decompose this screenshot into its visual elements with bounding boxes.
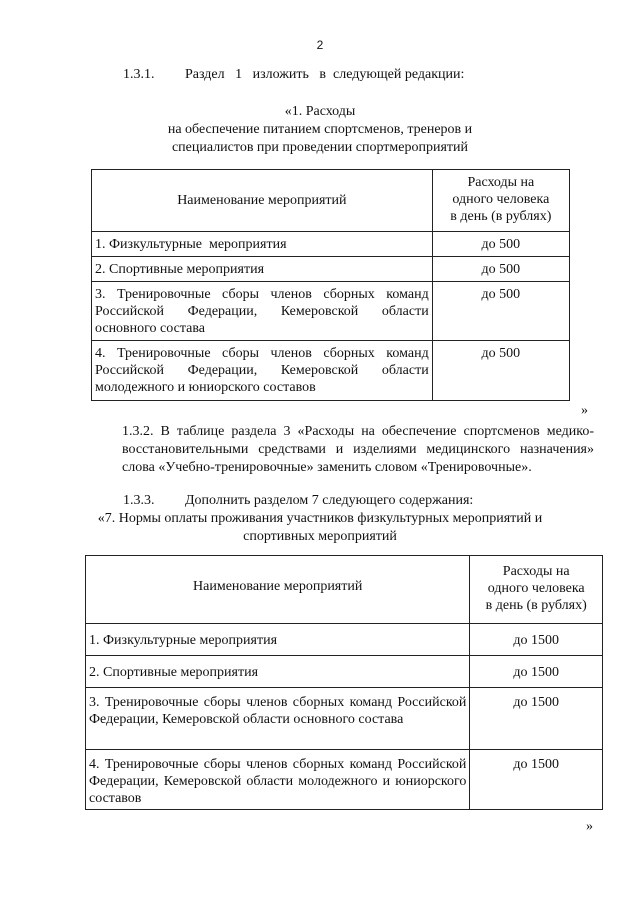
table-header-row xyxy=(92,170,570,232)
row-name: 3. Тренировочные сборы членов сборных команд Российской Федерации, Кемеровской области основного состава xyxy=(92,282,433,341)
row-cost: до 500 xyxy=(432,232,569,257)
row-name: 2. Спортивные мероприятия xyxy=(86,656,470,688)
table-row xyxy=(86,750,603,810)
header-cost-line: одного человека xyxy=(452,192,550,207)
item-number: 1.3.1. xyxy=(123,67,155,82)
section1-title-line: на обеспечение питанием спортсменов, тренеров и xyxy=(167,122,473,137)
header-cost-line: Расходы на xyxy=(467,175,535,190)
row-cost: до 500 xyxy=(432,257,569,282)
table-row xyxy=(92,232,570,257)
header-cost-line: в день (в рублях) xyxy=(485,598,587,613)
row-name: 4. Тренировочные сборы членов сборных команд Российской Федерации, Кемеровской области молодежного и юниорского составов xyxy=(86,750,470,810)
table-header-row xyxy=(86,556,603,624)
header-cost-line: одного человека xyxy=(487,581,585,596)
item-number: 1.3.3. xyxy=(123,493,155,508)
accommodation-expenses-table xyxy=(85,555,603,810)
header-cost xyxy=(432,170,569,232)
row-cost: до 1500 xyxy=(470,688,603,750)
header-name: Наименование мероприятий xyxy=(86,556,470,624)
row-name: 1. Физкультурные мероприятия xyxy=(92,232,433,257)
section1-title xyxy=(0,103,640,157)
meal-expenses-table xyxy=(91,169,570,401)
item-1-3-2 xyxy=(92,423,594,477)
row-cost: до 1500 xyxy=(470,750,603,810)
section1-title-line: специалистов при проведении спортмероприятий xyxy=(171,140,469,155)
row-cost: до 500 xyxy=(432,341,569,401)
item-text: Раздел 1 изложить в следующей редакции: xyxy=(185,67,465,82)
row-name: 4. Тренировочные сборы членов сборных команд Российской Федерации, Кемеровской области молодежного и юниорского составов xyxy=(92,341,433,401)
row-cost: до 1500 xyxy=(470,656,603,688)
table-row xyxy=(92,257,570,282)
section7-title-line: спортивных мероприятий xyxy=(243,529,397,544)
section1-title-line: «1. Расходы xyxy=(284,104,356,119)
page-number: 2 xyxy=(316,38,324,52)
item-1-3-2-text: 1.3.2. В таблице раздела 3 «Расходы на обеспечение спортсменов медико-восстановительными средствами и изделиями медицинского назначения» слова «Учебно-тренировочные» заменить словом «Тренировочные». xyxy=(122,424,594,475)
table-row xyxy=(86,656,603,688)
table-row xyxy=(92,341,570,401)
section7-title-line: «7. Нормы оплаты проживания участников физкультурных мероприятий и xyxy=(97,511,543,526)
header-cost-line: в день (в рублях) xyxy=(450,209,552,224)
row-name: 2. Спортивные мероприятия xyxy=(92,257,433,282)
row-name: 1. Физкультурные мероприятия xyxy=(86,624,470,656)
closing-quote: » xyxy=(586,819,593,834)
table-row xyxy=(86,688,603,750)
table-row xyxy=(86,624,603,656)
section7-title xyxy=(0,510,640,546)
header-cost xyxy=(470,556,603,624)
row-name: 3. Тренировочные сборы членов сборных команд Российской Федерации, Кемеровской области основного состава xyxy=(86,688,470,750)
header-name: Наименование мероприятий xyxy=(92,170,433,232)
header-cost-line: Расходы на xyxy=(502,564,570,579)
item-1-3-1 xyxy=(123,66,464,84)
row-cost: до 1500 xyxy=(470,624,603,656)
closing-quote: » xyxy=(581,403,588,418)
table-row xyxy=(92,282,570,341)
row-cost: до 500 xyxy=(432,282,569,341)
item-text: Дополнить разделом 7 следующего содержания: xyxy=(185,493,474,508)
item-1-3-3 xyxy=(123,492,473,510)
